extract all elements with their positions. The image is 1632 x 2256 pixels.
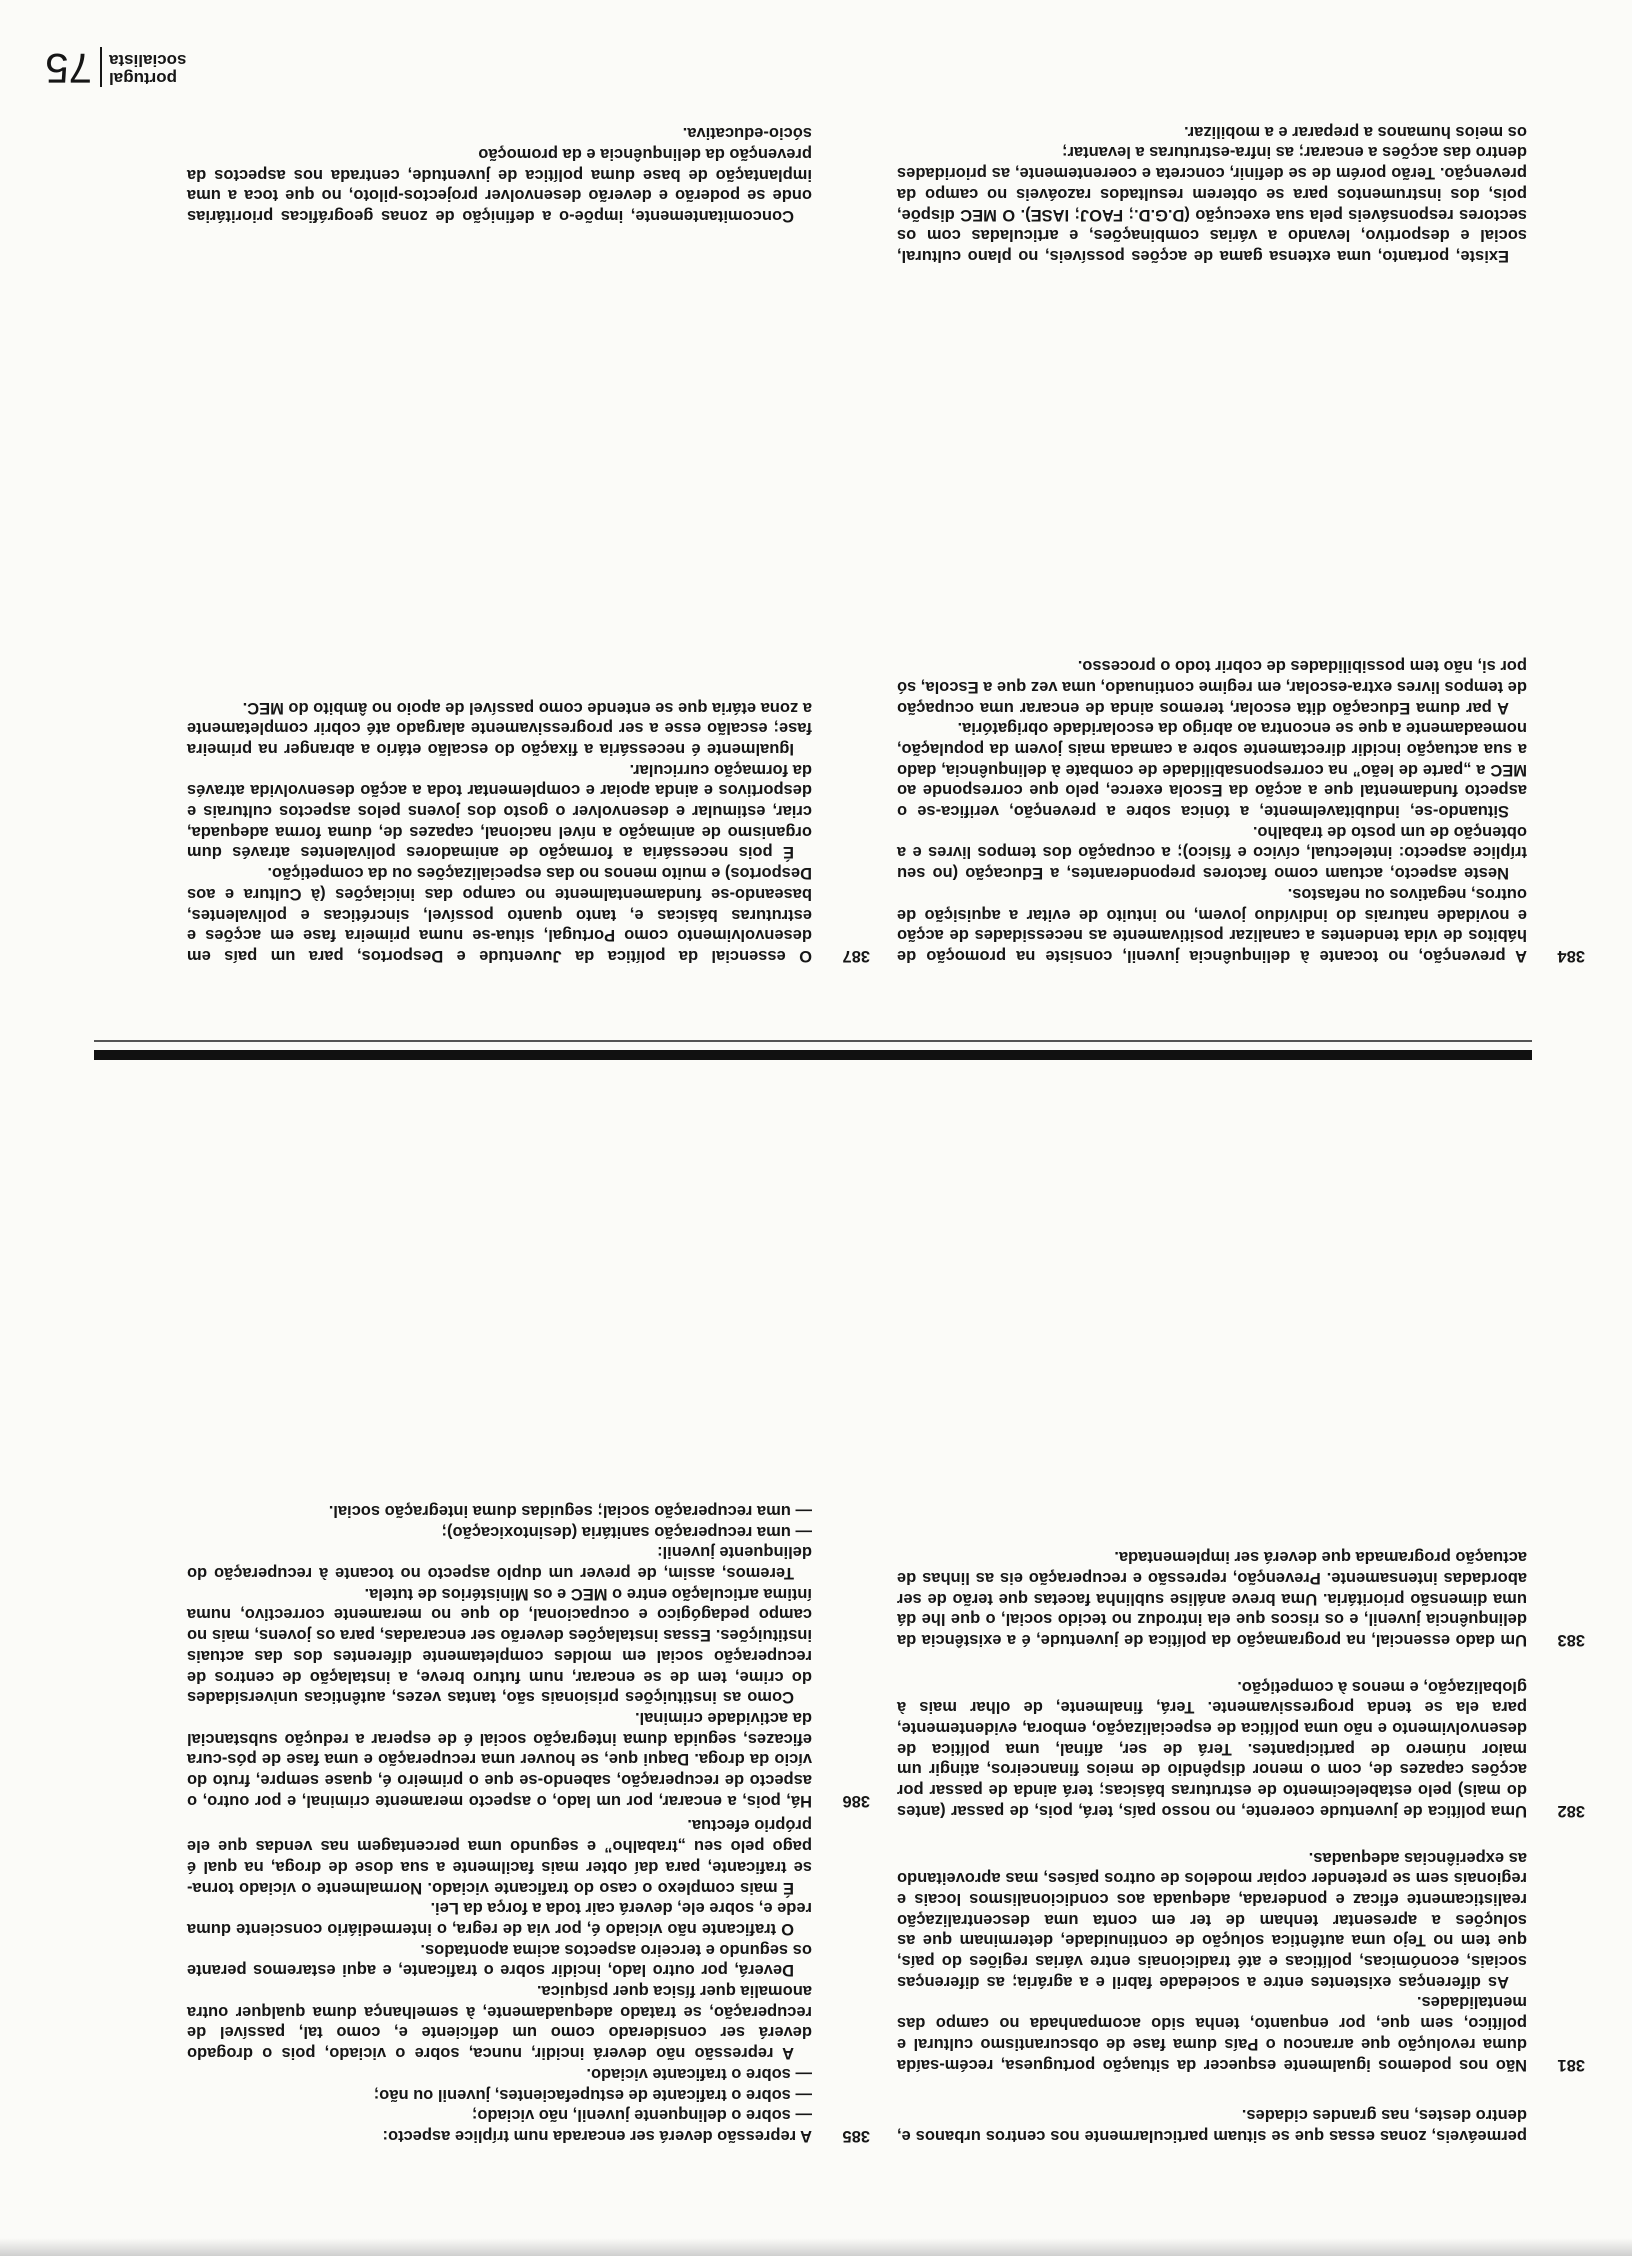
- list-item: — uma recuperação social; seguidas duma integração social.: [328, 1501, 812, 1520]
- paragraph: O essencial da política da Juventude e Desportos, para um país em desenvolvimento como Portugal, situa-se numa primeira fase em acções e estruturas básicas e, tanto quanto possível, sincréticas e polivalentes, baseando-se fundamentalmente no campo das iniciações (à Cultura e aos Desportos) e muito menos no das especializações ou da competição.: [187, 864, 812, 965]
- paragraph: Não nos podemos igualmente esquecer da situação portuguesa, recém-saída duma revolução que arrancou o País duma fase de obscurantismo cultural e político, sem que, por enquanto, tenha sido acompanhada no campo das mentalidades.: [897, 1993, 1527, 2074]
- paragraph-number: 382: [1557, 1801, 1585, 1820]
- paragraph: Uma política de juventude coerente, no nosso país, terá, pois, de passar (antes do mais) pelo estabelecimento de estruturas básicas; terá ainda de passar por acções capazes de, com o menor dispêndio de meios financeiros, atingir um maior número de participantes. Terá de ser, afinal, uma política de desenvolvimento e não uma política de especialização, embora, evidentemente, para ela se tenda progressivamente. Terá, finalmente, de olhar mais à globalização, e menos à competição.: [897, 1677, 1527, 1820]
- paragraph: Deverá, por outro lado, incidir sobre o traficante, e aqui estaremos perante os segundo e terceiro aspectos acima apontados.: [187, 1940, 812, 1980]
- paragraph-number: 384: [1557, 947, 1585, 965]
- paragraph: Concomitantemente, impõe-o a definição de zonas geográficas prioritárias onde se poderão e deverão desenvolver projectos-piloto, no que toca a uma implantação de base duma política de juventude, centrada nos aspectos da prevenção da delinquência e da promoção: [187, 144, 812, 225]
- scan-shadow: [0, 2238, 1632, 2256]
- masthead: [17, 39, 187, 91]
- publication-name: [109, 51, 187, 87]
- list-item: — sobre o delinquente juvenil, não viciado;: [471, 2106, 812, 2125]
- numbered-paragraph-385: [187, 1815, 870, 2146]
- paragraph-number: 387: [842, 947, 870, 965]
- paragraph: Existe, portanto, uma extensa gama de acções possíveis, no plano cultural, social e desportivo, levando a várias combinações, e articuladas com os sectores responsáveis pela sua execução (D.G.D.; FAOJ; IASE). O MEC dispõe, pois, dos instrumentos para se obterem resultados razoáveis no campo da prevenção. Terão porém de se definir, concreta e coerentemente, as prioridades dentro das acções a encarar; as infra-estruturas a levantar;: [897, 143, 1527, 265]
- right-column-top-end: [897, 121, 1527, 266]
- paragraph: O traficante não viciado é, por via de regra, o intermediário consciente duma rede e, sobre ele, deverá cair toda a força da Lei.: [187, 1899, 812, 1938]
- paragraph: permeáveis, zonas essas que se situam particularmente nos centros urbanos e, dentro destes, nas grandes cidades.: [897, 2106, 1527, 2145]
- left-column-top: [187, 122, 812, 226]
- paragraph-number: 383: [1557, 1630, 1585, 1649]
- publication-name-line1: portugal: [109, 69, 177, 88]
- horizontal-rule: [94, 1050, 1532, 1060]
- paragraph: Como as instituições prisionais são, tantas vezes, autênticas universidades do crime, tem de se encarar, num futuro breve, a instalação de centros de recuperação social em moldes completamente diferentes dos das actuais instituições. Essas instalações deverão ser encaradas, para os jovens, mais no campo pedagógico e ocupacional, do que no meramente correctivo, numa íntima articulação entre o MEC e os Ministérios de tutela.: [187, 1584, 812, 1707]
- paragraph: sócio-educativa.: [682, 124, 812, 143]
- list-item: — sobre o traficante de estupefacientes, juvenil ou não;: [373, 2085, 812, 2104]
- paragraph-number: 386: [842, 1791, 870, 1810]
- numbered-paragraph-387: [187, 697, 870, 966]
- left-column-387: [187, 697, 870, 966]
- paragraph: É mais complexo o caso do traficante viciado. Normalmente o viciado torna-se traficante, para daí obter mais facilmente a sua dose de droga, na qual é pago pelo seu „trabalho” e segundo uma percentagem nas vendas que ele próprio efectua.: [187, 1816, 812, 1897]
- paragraph: Um dado essencial, na programação da política de juventude, é a existência da delinquência juvenil, e os riscos que ela introduz no tecido social, o que lhe dá uma dimensão prioritária. Uma breve análise sublinha facetas que terão de ser abordadas intensamente. Prevenção, repressão e recuperação eis as linhas de actuação programada que deverá ser implementada.: [897, 1548, 1527, 1649]
- paragraph: A prevenção, no tocante à delinquência juvenil, consiste na promoção de hábitos de vida tendentes a canalizar positivamente as necessidades de acção e novidade naturais do indivíduo jovem, no intuito de evitar a aquisição de outros, negativos ou nefastos.: [897, 884, 1527, 965]
- right-column-middle: [897, 655, 1585, 966]
- paragraph: A par duma Educação dita escolar, teremos ainda de encarar uma ocupação de tempos livres extra-escolar, em regime continuado, uma vez que a Escola, só por si, não tem possibilidades de cobrir todo o processo.: [897, 657, 1527, 717]
- numbered-paragraph-384: [897, 655, 1585, 966]
- right-column-bottom: [897, 1546, 1585, 2146]
- paragraph: Situando-se, indubitavelmente, a tónica sobre a prevenção, verifica-se o aspecto fundamental que a acção da Escola exerce, pelo que corresponde ao MEC a „parte de leão” na corresponsabilidade de combate à delinquência, dado a sua actuação incidir directamente sobre a camada mais jovem da população, nomeadamente a que se encontra ao abrigo da escolaridade obrigatória.: [897, 719, 1527, 821]
- page-number: 75: [45, 45, 92, 92]
- numbered-paragraph-386: [187, 1500, 870, 1811]
- numbered-paragraph-381: [897, 1847, 1585, 2075]
- paragraph: Teremos, assim, de prever um duplo aspecto no tocante à recuperação do delinquente juvenil:: [187, 1543, 812, 1583]
- paragraph-number: 385: [842, 2127, 870, 2145]
- numbered-paragraph-383: [897, 1546, 1585, 1650]
- list-item: — uma recuperação sanitária (desintoxicação);: [441, 1522, 812, 1541]
- paragraph: A repressão deverá ser encarada num tríplice aspecto:: [382, 2127, 812, 2145]
- list-item: — sobre o traficante viciado.: [586, 2064, 812, 2083]
- numbered-paragraph-382: [897, 1676, 1585, 1821]
- paragraph: A repressão não deverá incidir, nunca, sobre o viciado, pois o drogado deverá ser considerado como um deficiente e, como tal, passível de recuperação, se tratado adequadamente, à semelhança duma qualquer outra anomalia quer física quer psíquica.: [187, 1982, 812, 2063]
- paragraph: Neste aspecto, actuam como factores preponderantes, a Educação (no seu tríplice aspecto: intelectual, cívico e físico); a ocupação dos tempos livres e a obtenção de um posto de trabalho.: [897, 822, 1527, 883]
- publication-name-line2: socialista: [109, 51, 187, 70]
- horizontal-rule-thin: [94, 1040, 1532, 1042]
- paragraph: As diferenças existentes entre a sociedade fabril e a agrária; as diferenças sociais, económicas, políticas e até tradicionais entre várias regiões do país, que tem no Tejo uma autêntica solução de continuidade, determinam que as soluções a apresentar tenham de ter em conta uma descentralização realisticamente eficaz e ponderada, adequada aos condicionalismos locais e regionais sem se pretender copiar modelos de outros países, mas aproveitando as experiências adequadas.: [897, 1848, 1527, 1991]
- masthead-divider: [100, 47, 102, 87]
- paragraph: os meios humanos a preparar e a mobilizar.: [1184, 122, 1527, 141]
- paragraph: Igualmente é necessária a fixação do escalão etário a abranger na primeira fase; escalão esse a ser progressivamente alargado até cobrir completamente a zona etária que se entende como passível de apoio no âmbito do MEC.: [187, 698, 812, 758]
- left-column-bottom: [187, 1500, 870, 2146]
- paragraph: É pois necessária a formação de animadores polivalentes através dum organismo de animação a nível nacional, capazes de, duma forma adequada, criar, estimular e desenvolver o gosto dos jovens pelos aspectos culturais e desportivos e ainda apoiar e complementar toda a acção desenvolvida através da formação curricular.: [187, 760, 812, 862]
- paragraph-number: 381: [1557, 2055, 1585, 2074]
- paragraph: Há, pois, a encarar, por um lado, o aspecto meramente criminal, e por outro, o aspecto de recuperação, sabendo-se que o primeiro é, quase sempre, fruto do vício da droga. Daqui que, se houver uma recuperação e uma fase de pós-cura eficazes, seguida duma integração social é de esperar a redução substancial da actividade criminal.: [187, 1708, 812, 1810]
